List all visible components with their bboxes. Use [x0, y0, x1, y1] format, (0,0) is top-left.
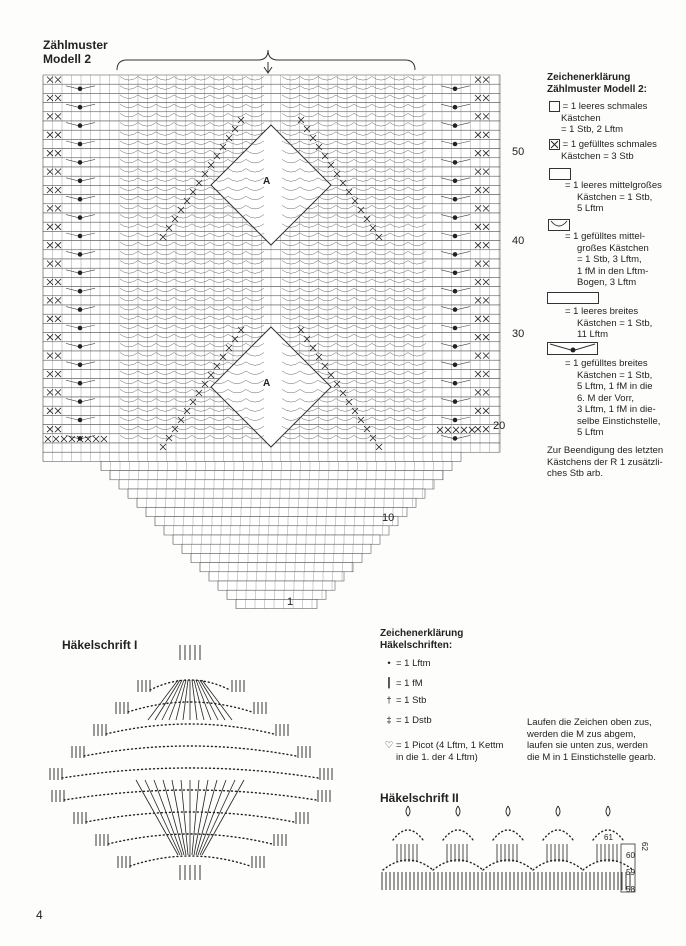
- wide-cell-dot: [78, 381, 83, 386]
- legend-haekel-item-chain: [382, 658, 431, 670]
- wide-cell-dot: [78, 87, 83, 92]
- wide-cell-dot: [78, 271, 83, 276]
- fan-stitch: [198, 780, 226, 855]
- diagram-2-row-61: 61: [604, 833, 613, 842]
- legend-item-empty-narrow: [549, 101, 683, 136]
- legend-haekel-title-line-2: Häkelschriften:: [380, 640, 453, 651]
- fan-stitch: [181, 780, 188, 855]
- picot-icon: ♡: [384, 740, 394, 751]
- legend-item-text: 5 Lftm: [577, 203, 604, 214]
- chart-row: [146, 507, 407, 516]
- row-number-50: 50: [512, 146, 525, 158]
- chart-row: [200, 563, 353, 572]
- wide-cell-dot: [78, 418, 83, 423]
- wide-cell-dot: [453, 399, 458, 404]
- chain-arc: [543, 830, 573, 840]
- legend-item-text: Kästchen = 1 Stb,: [577, 369, 653, 381]
- chain-arc: [383, 860, 433, 870]
- legend-item-text: 3 Lftm, 1 fM in die-: [577, 404, 656, 415]
- legend-haekel-item-dstb: [382, 715, 432, 727]
- legend-item-text: = 1 leeres breites: [565, 306, 639, 317]
- legend-item-text: Bogen, 3 Lftm: [577, 277, 637, 288]
- legend-item-text: = 1 Stb, 2 Lftm: [561, 124, 624, 136]
- wide-cell-dot: [453, 123, 458, 128]
- wide-cell-dot: [453, 252, 458, 257]
- row-number-30: 30: [512, 328, 525, 340]
- wide-cell-dot: [78, 363, 83, 368]
- chart-row: [43, 296, 500, 305]
- wide-cell-dot: [78, 215, 83, 220]
- legend-note-line: Zur Beendigung des letzten: [547, 445, 664, 456]
- wide-cell-dot: [78, 234, 83, 239]
- chart-row: [128, 489, 425, 498]
- chain-arc: [493, 830, 523, 840]
- chart-row: [209, 572, 344, 581]
- empty-medium-rect-icon: [549, 168, 571, 180]
- double-crochet-icon: †: [386, 695, 392, 706]
- wide-cell-dot: [78, 123, 83, 128]
- legend-modell-title: [547, 72, 681, 96]
- wide-cell-dot: [78, 142, 83, 147]
- fan-stitch: [202, 680, 232, 720]
- wide-cell-dot: [453, 307, 458, 312]
- chart-row: [43, 84, 500, 93]
- wide-cell-dot: [78, 344, 83, 349]
- legend-item-text: Kästchen = 1 Stb,: [577, 317, 653, 329]
- wide-cell-dot: [78, 307, 83, 312]
- wide-cell-dot: [453, 87, 458, 92]
- legend-item-filled-wide: [565, 358, 685, 439]
- chart-row: [43, 305, 500, 314]
- legend-item-empty-wide: [565, 306, 685, 341]
- empty-narrow-square-icon: [549, 101, 560, 112]
- filled-wide-rect-icon: [547, 342, 599, 356]
- wide-cell-dot: [453, 234, 458, 239]
- legend-item-text: 5 Lftm, 1 fM in die: [577, 381, 653, 392]
- legend-haekel-item-stb: [382, 695, 426, 707]
- fan-stitch: [163, 780, 184, 855]
- chart-row: [43, 277, 500, 286]
- legend-item-text: = 1 leeres schmales: [562, 101, 648, 113]
- chain-arc: [106, 724, 274, 734]
- side-note-line: die M in 1 Einstichstelle gearb.: [527, 751, 656, 763]
- chain-arc: [130, 856, 250, 866]
- fan-stitch: [194, 680, 204, 720]
- legend-item-text: selbe Einstichstelle,: [577, 415, 661, 427]
- picot-icon: [406, 806, 410, 816]
- fan-stitch: [198, 680, 218, 720]
- chart-row: [137, 498, 416, 507]
- side-note-line: Laufen die Zeichen oben zus,: [527, 717, 652, 728]
- chain-dot-icon: •: [387, 658, 391, 669]
- page-number: 4: [36, 908, 43, 922]
- chain-arc: [483, 860, 533, 870]
- legend-item-text: 5 Lftm: [577, 427, 604, 438]
- side-note-line: laufen sie unten zus, werden: [527, 740, 648, 751]
- diagram-2-row-58: 58: [626, 885, 635, 894]
- chart-row: [43, 75, 500, 84]
- wide-cell-dot: [78, 179, 83, 184]
- fan-stitch: [192, 680, 197, 720]
- legend-item-text: = 1 Stb, 3 Lftm,: [577, 254, 642, 265]
- fan-stitch: [196, 780, 217, 855]
- fan-stitch: [136, 780, 178, 855]
- row-number-10: 10: [382, 512, 395, 524]
- legend-note-line: Kästchens der R 1 zusätzli-: [547, 456, 663, 468]
- wide-cell-dot: [78, 252, 83, 257]
- legend-item-text: Kästchen = 3 Stb: [561, 150, 634, 162]
- legend-item-text: Kästchen = 1 Stb,: [577, 191, 653, 203]
- single-crochet-icon: ┃: [386, 678, 392, 689]
- chart-row: [43, 103, 500, 112]
- chart-row: [227, 590, 326, 599]
- wide-cell-dot: [78, 160, 83, 165]
- wide-cell-dot: [453, 160, 458, 165]
- legend-haekel-title: [380, 628, 463, 652]
- chart-row: [101, 461, 452, 470]
- fan-stitch: [176, 680, 186, 720]
- legend-haekel-item-picot: [382, 740, 503, 763]
- double-treble-icon: ‡: [386, 715, 392, 726]
- legend-item-text: = 1 gefülltes schmales: [562, 139, 657, 151]
- chart-row: [43, 287, 500, 296]
- chain-arc: [84, 746, 296, 756]
- fan-stitch: [145, 780, 180, 855]
- fan-stitch: [172, 780, 186, 855]
- wide-cell-dot: [453, 326, 458, 331]
- legend-item-text: 1 fM in den Lftm-: [577, 265, 649, 277]
- chain-arc: [62, 768, 318, 778]
- legend-item-text: = 1 gefülltes breites: [565, 358, 648, 369]
- legend-item-empty-medium: [565, 180, 685, 215]
- legend-item-text: Kästchen: [561, 112, 601, 124]
- legend-haekel-text: = 1 Stb: [396, 695, 427, 706]
- chart-row: [110, 471, 443, 480]
- wide-cell-dot: [453, 179, 458, 184]
- fan-stitch: [194, 780, 208, 855]
- wide-cell-dot: [78, 289, 83, 294]
- wide-cell-dot: [453, 197, 458, 202]
- legend-item-text: = 1 leeres mittelgroßes: [565, 180, 662, 191]
- wide-cell-dot: [78, 105, 83, 110]
- legend-haekel-item-fm: [382, 678, 423, 690]
- row-number-40: 40: [512, 235, 525, 247]
- wide-cell-dot: [78, 326, 83, 331]
- crochet-diagram-1: [30, 640, 350, 890]
- legend-haekel-text: = 1 Lftm: [396, 658, 431, 669]
- wide-cell-dot: [453, 271, 458, 276]
- legend-haekel-title-line-1: Zeichenerklärung: [380, 628, 464, 639]
- legend-modell-note: [547, 445, 683, 480]
- fan-stitch: [192, 780, 199, 855]
- chart-row: [218, 581, 335, 590]
- diagram-2-row-59: 59: [626, 868, 635, 877]
- legend-item-text: 11 Lftm: [577, 329, 608, 340]
- diagram-2-side-62: 62: [640, 842, 649, 851]
- wide-cell-dot: [453, 105, 458, 110]
- legend-item-filled-medium: [565, 231, 685, 289]
- chart-title-line-1: Zählmuster: [43, 38, 108, 52]
- fan-stitch: [154, 780, 182, 855]
- fan-stitch: [148, 680, 178, 720]
- wide-cell-dot: [453, 363, 458, 368]
- wide-cell-dot: [453, 289, 458, 294]
- chain-arc: [433, 860, 483, 870]
- chart-title-line-2: Modell 2: [43, 52, 92, 66]
- legend-haekel-text: = 1 Picot (4 Lftm, 1 Kettm: [396, 740, 504, 751]
- diagram-2-row-60: 60: [626, 851, 635, 860]
- wide-cell-dot: [78, 197, 83, 202]
- wide-cell-dot: [453, 381, 458, 386]
- chart-row: [43, 93, 500, 102]
- fan-stitch: [183, 680, 188, 720]
- legend-item-filled-narrow: [549, 139, 683, 162]
- chart-row: [43, 314, 500, 323]
- fan-stitch: [162, 680, 182, 720]
- wide-cell-dot: [453, 418, 458, 423]
- fan-stitch: [202, 780, 244, 855]
- legend-item-text: großes Kästchen: [577, 242, 649, 254]
- wide-cell-dot: [453, 436, 458, 441]
- chart-row: [173, 535, 380, 544]
- wide-cell-dot: [453, 215, 458, 220]
- motif-label-a-upper: A: [263, 176, 271, 187]
- row-number-1: 1: [287, 596, 294, 608]
- chain-arc: [443, 830, 473, 840]
- chain-arc: [533, 860, 583, 870]
- picot-icon: [556, 806, 560, 816]
- empty-wide-rect-icon: [547, 292, 599, 304]
- legend-item-text: 6. M der Vorr,: [577, 392, 635, 404]
- chart-row: [236, 599, 317, 608]
- picot-icon: [606, 806, 610, 816]
- wide-cell-dot: [453, 142, 458, 147]
- motif-label-a-lower: A: [263, 378, 271, 389]
- picot-icon: [506, 806, 510, 816]
- chart-row: [155, 517, 398, 526]
- fan-stitch: [200, 780, 235, 855]
- chain-arc: [393, 830, 423, 840]
- wide-cell-dot: [78, 436, 83, 441]
- chart-row: [43, 250, 500, 259]
- legend-haekel-text: = 1 fM: [396, 678, 423, 689]
- filled-medium-rect-icon: [548, 219, 570, 231]
- legend-modell-title-line-1: Zeichenerklärung: [547, 72, 631, 83]
- diagram-2-title: Häkelschrift II: [380, 791, 459, 805]
- legend-modell-2: [547, 72, 681, 96]
- legend-modell-title-line-2: Zählmuster Modell 2:: [547, 84, 648, 95]
- legend-haekel-text: in die 1. der 4 Lftm): [396, 751, 478, 763]
- picot-icon: [456, 806, 460, 816]
- wide-cell-dot: [78, 399, 83, 404]
- filled-narrow-square-icon: [549, 139, 560, 150]
- side-note-line: werden die M zus abgem,: [527, 728, 636, 740]
- legend-haekel-text: = 1 Dstb: [396, 715, 432, 726]
- top-bracket: [117, 50, 415, 70]
- diagram-1-title: Häkelschrift I: [62, 638, 138, 652]
- legend-note-line: ches Stb arb.: [547, 468, 603, 479]
- chart-row: [119, 480, 434, 489]
- legend-item-text: = 1 gefülltes mittel-: [565, 231, 645, 242]
- chart-row: [43, 112, 500, 121]
- row-number-20: 20: [493, 420, 506, 432]
- chart-row: [164, 526, 389, 535]
- wide-cell-dot: [453, 344, 458, 349]
- side-note: [527, 717, 677, 763]
- chart-row: [43, 268, 500, 277]
- center-arrow-icon: [264, 62, 272, 73]
- chart-row: [43, 259, 500, 268]
